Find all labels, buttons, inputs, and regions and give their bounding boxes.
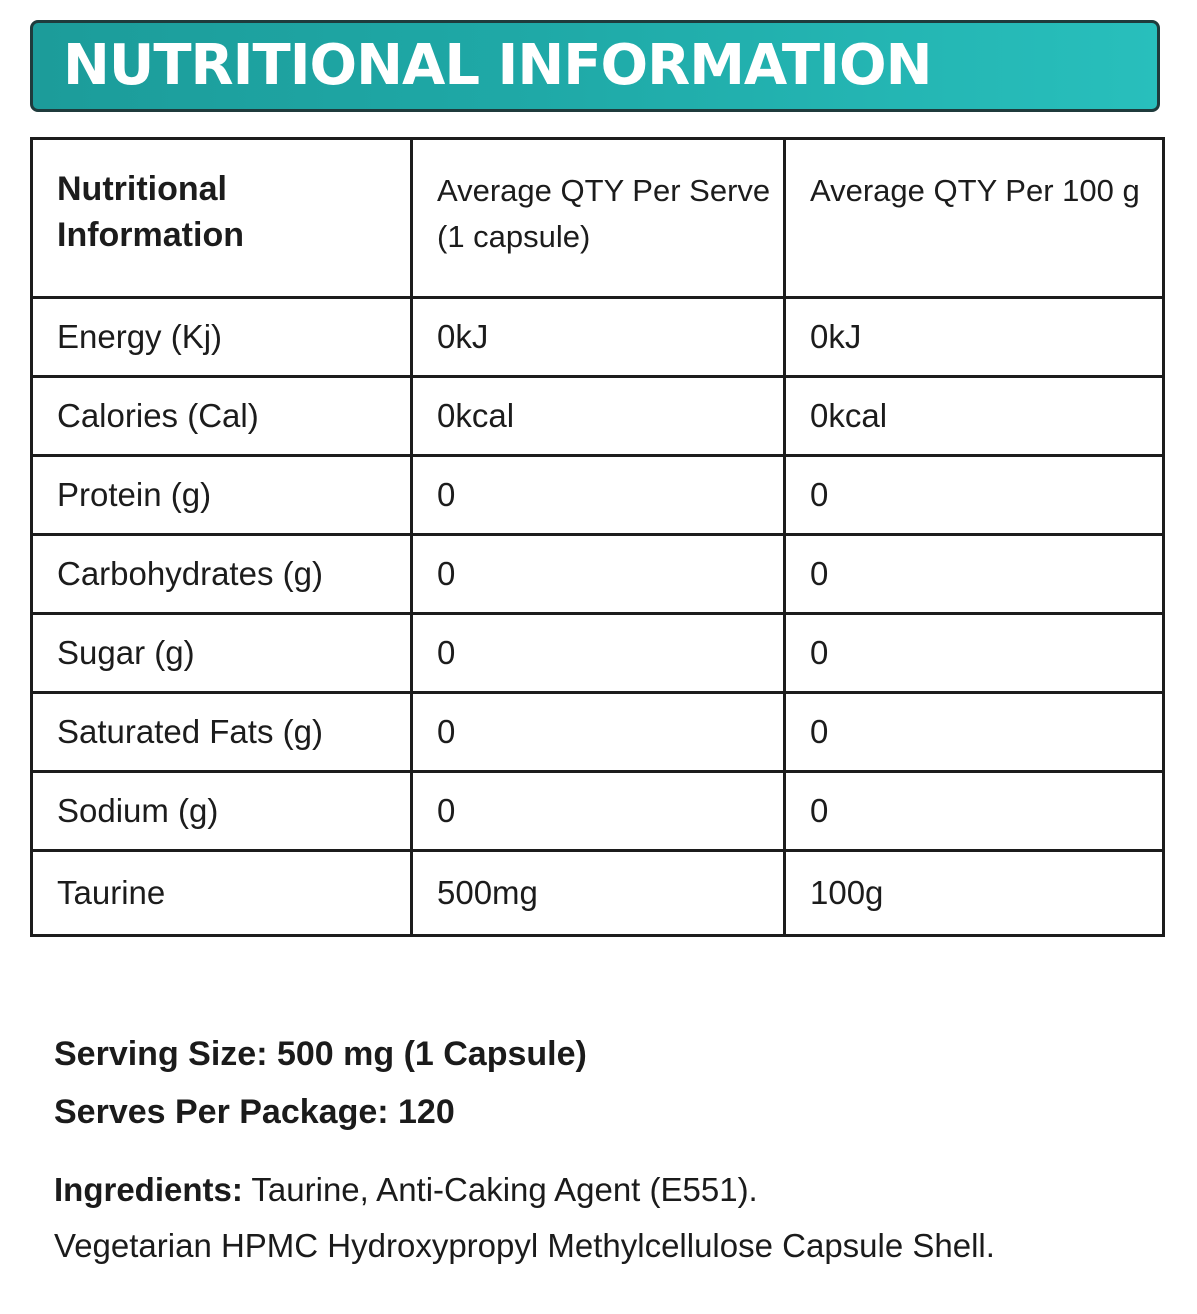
per-serve-value: 0 (412, 614, 785, 693)
per-serve-value: 500mg (412, 851, 785, 936)
per-100g-value: 0 (785, 535, 1164, 614)
table-row (32, 693, 1164, 772)
title-banner (30, 20, 1160, 112)
nutrient-label: Sugar (g) (32, 614, 412, 693)
per-100g-value: 0kJ (785, 298, 1164, 377)
serves-per-package: Serves Per Package: 120 (54, 1093, 455, 1131)
per-serve-value: 0kcal (412, 377, 785, 456)
column-header-nutrient: Nutritional Information (32, 139, 412, 298)
per-serve-value: 0kJ (412, 298, 785, 377)
nutrient-label: Protein (g) (32, 456, 412, 535)
table-row (32, 851, 1164, 936)
nutrient-label: Saturated Fats (g) (32, 693, 412, 772)
table-row (32, 377, 1164, 456)
per-serve-value: 0 (412, 772, 785, 851)
ingredients-text: Taurine, Anti-Caking Agent (E551). (242, 1171, 758, 1208)
table-row (32, 456, 1164, 535)
nutrient-label: Energy (Kj) (32, 298, 412, 377)
table-header-row (32, 139, 1164, 298)
per-100g-value: 0 (785, 772, 1164, 851)
table-row (32, 298, 1164, 377)
per-100g-value: 0 (785, 456, 1164, 535)
serving-size: Serving Size: 500 mg (1 Capsule) (54, 1035, 587, 1073)
per-100g-value: 0 (785, 693, 1164, 772)
nutrient-label: Sodium (g) (32, 772, 412, 851)
nutrient-label: Carbohydrates (g) (32, 535, 412, 614)
ingredients-label: Ingredients: (54, 1171, 243, 1208)
ingredients-line-2: Vegetarian HPMC Hydroxypropyl Methylcellulose Capsule Shell. (54, 1227, 995, 1264)
per-serve-value: 0 (412, 535, 785, 614)
column-header-per-serve: Average QTY Per Serve (1 capsule) (412, 139, 785, 298)
nutrient-label: Taurine (32, 851, 412, 936)
per-100g-value: 100g (785, 851, 1164, 936)
nutrition-table (30, 137, 1165, 937)
per-100g-value: 0 (785, 614, 1164, 693)
table-row (32, 772, 1164, 851)
per-serve-value: 0 (412, 456, 785, 535)
per-serve-value: 0 (412, 693, 785, 772)
product-info (54, 1030, 995, 1274)
nutrient-label: Calories (Cal) (32, 377, 412, 456)
per-100g-value: 0kcal (785, 377, 1164, 456)
table-row (32, 535, 1164, 614)
page-title: NUTRITIONAL INFORMATION (63, 33, 932, 98)
ingredients-line (54, 1162, 995, 1218)
table-row (32, 614, 1164, 693)
column-header-per-100g: Average QTY Per 100 g (785, 139, 1164, 298)
